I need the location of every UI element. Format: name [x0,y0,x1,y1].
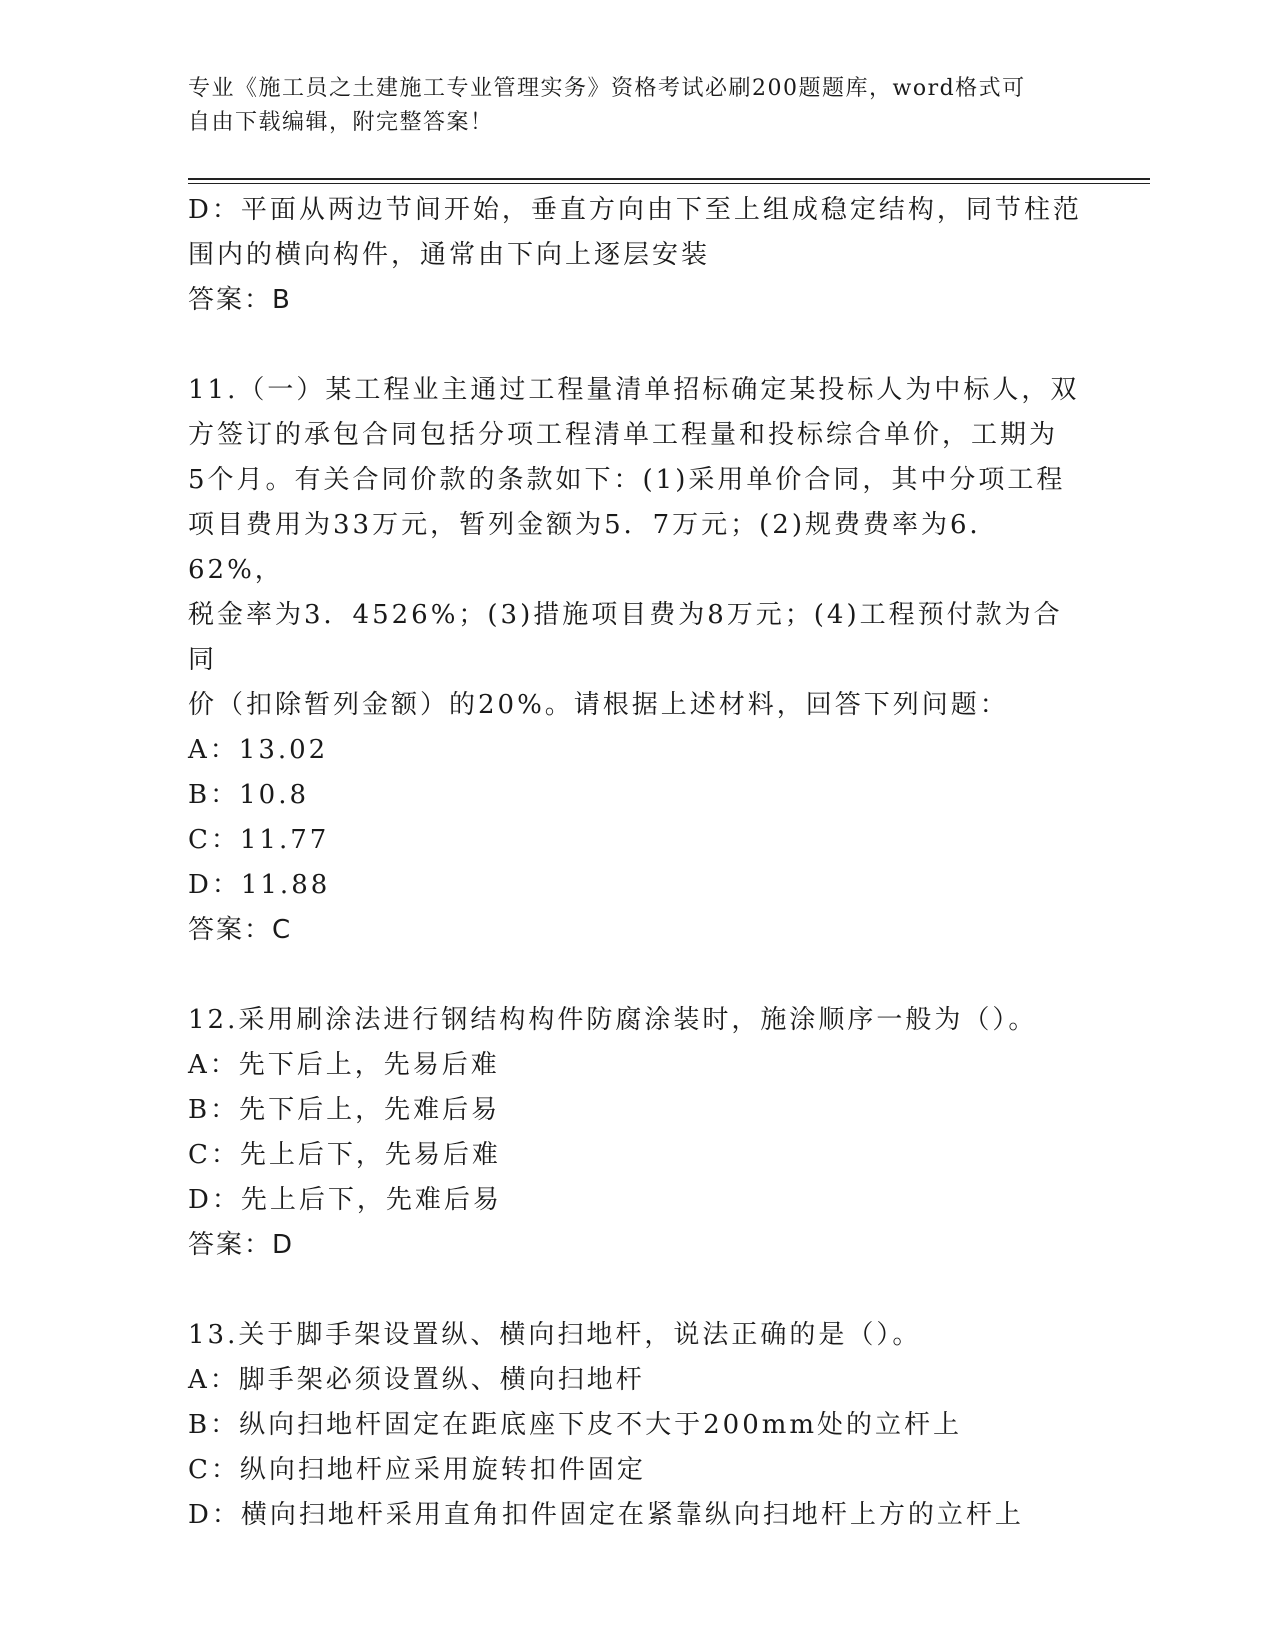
question-13 [188,1313,1088,1538]
q13-option-a: A：脚手架必须设置纵、横向扫地杆 [188,1365,645,1395]
q12-option-b: B：先下后上，先难后易 [188,1095,501,1125]
q11-stem-line-1: 11.（一）某工程业主通过工程量清单招标确定某投标人为中标人，双 [188,375,1080,405]
q13-option-c: C：纵向扫地杆应采用旋转扣件固定 [188,1455,646,1485]
header-line-2: 自由下载编辑，附完整答案！ [188,110,494,135]
q11-stem-line-5: 税金率为3．4526%；(3)措施项目费为8万元；(4)工程预付款为合同 [188,600,1063,675]
q11-stem-line-6: 价（扣除暂列金额）的20%。请根据上述材料，回答下列问题： [188,690,1009,720]
q10-option-d-line-2: 围内的横向构件，通常由下向上逐层安装 [188,240,711,270]
q11-option-d: D：11.88 [188,870,331,900]
q11-stem-line-3: 5个月。有关合同价款的条款如下：(1)采用单价合同，其中分项工程 [188,465,1066,495]
document-header [188,72,1088,140]
question-11 [188,368,1088,953]
question-12 [188,998,1088,1268]
header-rule-thick [188,178,1150,180]
q12-option-c: C：先上后下，先易后难 [188,1140,501,1170]
q13-option-b: B：纵向扫地杆固定在距底座下皮不大于200mm处的立杆上 [188,1410,963,1440]
q12-option-a: A：先下后上，先易后难 [188,1050,500,1080]
q11-stem-line-4: 项目费用为33万元，暂列金额为5．7万元；(2)规费费率为6．62%， [188,510,999,585]
spacer [188,323,1088,368]
q11-answer: 答案：C [188,915,293,945]
spacer [188,953,1088,998]
q10-option-d-line-1: D：平面从两边节间开始，垂直方向由下至上组成稳定结构，同节柱范 [188,195,1082,225]
spacer [188,1268,1088,1313]
q12-answer: 答案：D [188,1230,295,1260]
q12-option-d: D：先上后下，先难后易 [188,1185,502,1215]
q13-option-d: D：横向扫地杆采用直角扣件固定在紧靠纵向扫地杆上方的立杆上 [188,1500,1024,1530]
question-10-tail [188,188,1088,323]
q10-answer: 答案：B [188,285,292,315]
header-rule-thin [188,183,1150,184]
q11-stem-line-2: 方签订的承包合同包括分项工程清单工程量和投标综合单价，工期为 [188,420,1059,450]
document-body [188,188,1088,1538]
q12-stem: 12.采用刷涂法进行钢结构构件防腐涂装时，施涂顺序一般为（）。 [188,1005,1038,1035]
q11-option-a: A：13.02 [188,735,329,765]
header-line-1: 专业《施工员之土建施工专业管理实务》资格考试必刷200题题库，word格式可 [188,76,1026,101]
q13-stem: 13.关于脚手架设置纵、横向扫地杆，说法正确的是（）。 [188,1320,922,1350]
q11-option-c: C：11.77 [188,825,330,855]
q11-option-b: B：10.8 [188,780,309,810]
